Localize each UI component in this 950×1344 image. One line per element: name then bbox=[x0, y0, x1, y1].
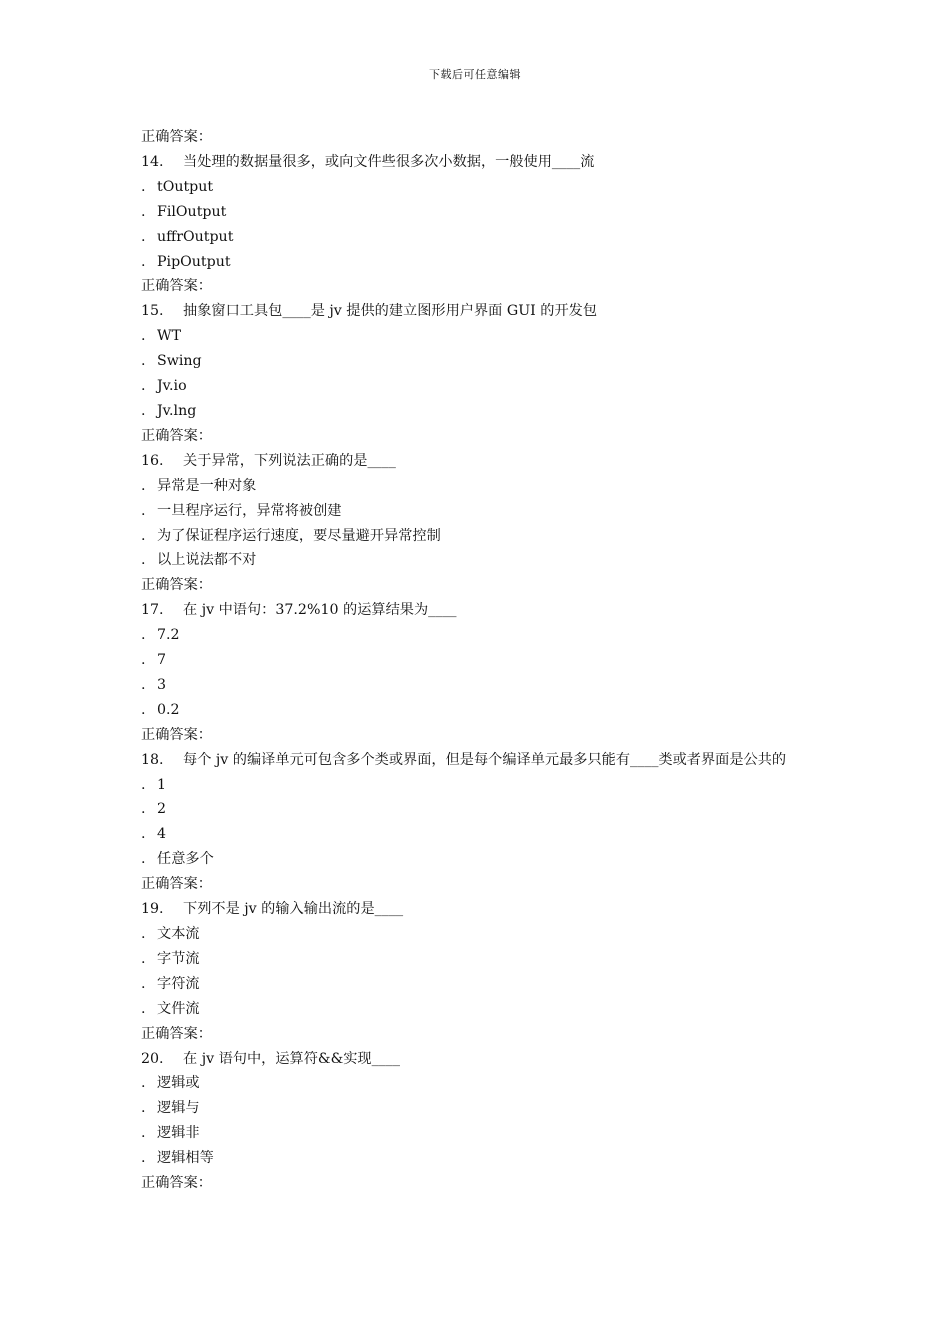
option-line: . 逻辑与 bbox=[141, 1100, 200, 1117]
option-text: 一旦程序运行，异常将被创建 bbox=[157, 502, 342, 519]
option-line: . 文本流 bbox=[141, 926, 200, 942]
question-text: 当处理的数据量很多，或向文件些很多次小数据，一般使用____流 bbox=[183, 153, 595, 170]
question-number: 18. bbox=[141, 751, 164, 768]
page-header: 下载后可任意编辑 bbox=[429, 68, 521, 81]
option-text: 逻辑与 bbox=[157, 1100, 200, 1117]
option-text: WT bbox=[157, 328, 182, 345]
option-text: FilOutput bbox=[157, 203, 227, 220]
option-line: . 4 bbox=[141, 826, 167, 843]
question-block bbox=[141, 1047, 821, 1196]
answer-line: 正确答案： bbox=[141, 278, 212, 295]
document-body bbox=[141, 125, 821, 1196]
option-text: tOutput bbox=[157, 178, 214, 195]
question-block bbox=[141, 299, 821, 448]
option-line: . 7.2 bbox=[141, 627, 180, 644]
question-text: 抽象窗口工具包____是 jv 提供的建立图形用户界面 GUI 的开发包 bbox=[183, 303, 598, 320]
option-text: 7.2 bbox=[157, 627, 180, 644]
question-line bbox=[141, 598, 821, 623]
question-text: 下列不是 jv 的输入输出流的是____ bbox=[183, 901, 404, 918]
option-text: 字节流 bbox=[157, 950, 200, 967]
option-line: . 3 bbox=[141, 676, 167, 693]
option-line: . PipOutput bbox=[141, 253, 231, 270]
answer-line: 正确答案： bbox=[141, 1025, 212, 1042]
option-line: . 字节流 bbox=[141, 950, 200, 967]
option-line: . 2 bbox=[141, 801, 167, 818]
option-line: . tOutput bbox=[141, 178, 214, 195]
option-line: . uffrOutput bbox=[141, 228, 234, 245]
option-line: . 任意多个 bbox=[141, 851, 214, 868]
question-line bbox=[141, 897, 821, 922]
question-number: 16. bbox=[141, 452, 164, 469]
option-line: . Jv.lng bbox=[141, 402, 197, 419]
option-text: 逻辑相等 bbox=[157, 1150, 214, 1167]
option-text: 4 bbox=[157, 826, 167, 843]
option-line: . 为了保证程序运行速度，要尽量避开异常控制 bbox=[141, 527, 441, 544]
option-text: PipOutput bbox=[157, 253, 231, 270]
option-text: 7 bbox=[157, 652, 167, 669]
option-text: 2 bbox=[157, 801, 167, 818]
option-line: . Swing bbox=[141, 353, 202, 370]
option-line: . 文件流 bbox=[141, 1000, 200, 1017]
question-number: 20. bbox=[141, 1050, 164, 1067]
answer-line: 正确答案： bbox=[141, 726, 212, 743]
option-text: 3 bbox=[157, 676, 167, 693]
question-number: 19. bbox=[141, 901, 164, 918]
option-text: 字符流 bbox=[157, 975, 200, 992]
question-number: 15. bbox=[141, 303, 164, 320]
question-block bbox=[141, 748, 821, 897]
question-block bbox=[141, 897, 821, 1046]
question-block bbox=[141, 598, 821, 747]
option-text: Jv.lng bbox=[157, 402, 197, 419]
question-line bbox=[141, 449, 821, 474]
question-text: 在 jv 中语句：37.2%10 的运算结果为____ bbox=[183, 602, 457, 619]
option-line: . 一旦程序运行，异常将被创建 bbox=[141, 502, 342, 519]
option-text: 为了保证程序运行速度，要尽量避开异常控制 bbox=[157, 527, 441, 544]
option-text: 文件流 bbox=[157, 1000, 200, 1017]
question-text: 关于异常，下列说法正确的是____ bbox=[183, 452, 396, 469]
question-block bbox=[141, 150, 821, 299]
option-line: . 以上说法都不对 bbox=[141, 552, 257, 569]
answer-line: 正确答案： bbox=[141, 129, 212, 145]
option-text: 1 bbox=[157, 776, 167, 793]
question-line bbox=[141, 150, 821, 175]
option-text: Swing bbox=[157, 353, 202, 370]
question-text: 在 jv 语句中，运算符&&实现____ bbox=[183, 1050, 400, 1067]
answer-line: 正确答案： bbox=[141, 1175, 212, 1192]
option-text: 以上说法都不对 bbox=[157, 552, 257, 569]
question-number: 14. bbox=[141, 153, 164, 170]
option-line: . 0.2 bbox=[141, 701, 180, 718]
question-number: 17. bbox=[141, 602, 164, 619]
option-text: 异常是一种对象 bbox=[157, 477, 257, 494]
option-text: 逻辑非 bbox=[157, 1125, 200, 1142]
option-line: . FilOutput bbox=[141, 203, 227, 220]
option-line: . 1 bbox=[141, 776, 167, 793]
option-line: . 7 bbox=[141, 652, 167, 669]
option-line: . WT bbox=[141, 328, 182, 345]
option-line: . 逻辑相等 bbox=[141, 1150, 214, 1167]
answer-line: 正确答案： bbox=[141, 427, 212, 444]
option-text: 任意多个 bbox=[157, 851, 214, 868]
question-line bbox=[141, 299, 821, 324]
answer-line: 正确答案： bbox=[141, 876, 212, 893]
option-line: . Jv.io bbox=[141, 378, 187, 395]
option-text: 逻辑或 bbox=[157, 1075, 200, 1092]
option-line: . 逻辑或 bbox=[141, 1075, 200, 1092]
option-text: 0.2 bbox=[157, 701, 180, 718]
option-line: . 字符流 bbox=[141, 975, 200, 992]
question-block bbox=[141, 449, 821, 598]
answer-line: 正确答案： bbox=[141, 577, 212, 594]
option-text: uffrOutput bbox=[157, 228, 234, 245]
question-line bbox=[141, 748, 821, 773]
question-text: 每个 jv 的编译单元可包含多个类或界面，但是每个编译单元最多只能有____类或者界面是公共的 bbox=[183, 751, 787, 768]
option-text: 文本流 bbox=[157, 926, 200, 942]
option-text: Jv.io bbox=[157, 378, 187, 395]
option-line: . 异常是一种对象 bbox=[141, 477, 257, 494]
question-line bbox=[141, 1047, 821, 1072]
option-line: . 逻辑非 bbox=[141, 1125, 200, 1142]
